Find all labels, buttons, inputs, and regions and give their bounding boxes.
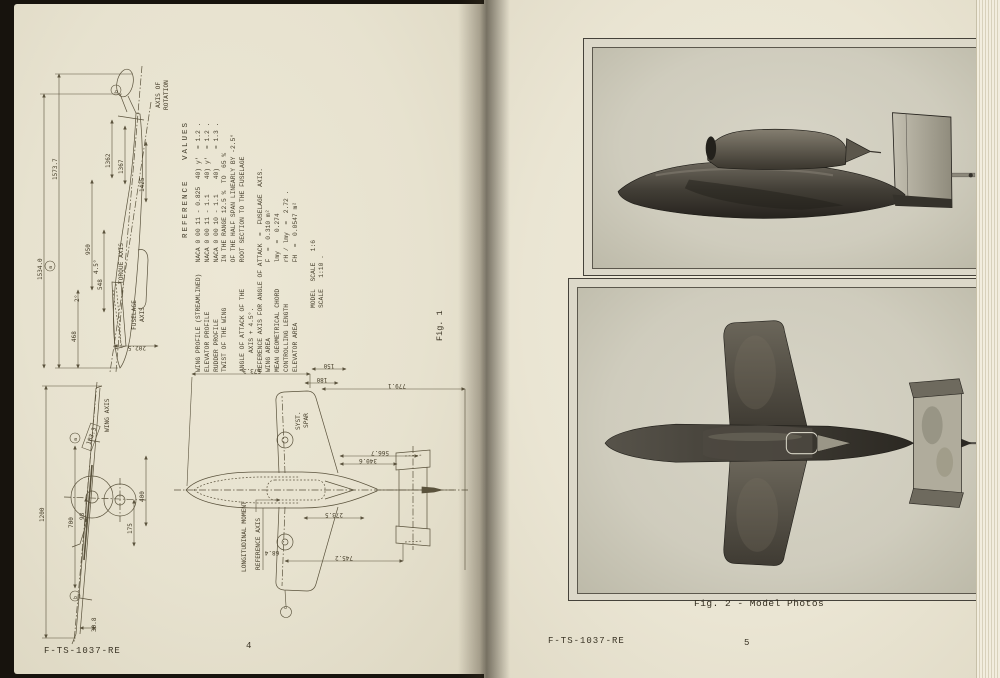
dim-98: 98 (79, 512, 86, 520)
dim-180: 180 (316, 376, 328, 383)
dim-700: 700 (68, 517, 75, 528)
model-scale-line: MODEL SCALE 1:6 (309, 239, 317, 308)
dim-1425: 1425 (139, 177, 146, 192)
side-view-drawing (22, 50, 194, 380)
reference-values-line: WING AREA F = 0.310 m² (265, 209, 273, 372)
datum-letter: b (282, 606, 288, 610)
aircraft-top-silhouette (605, 321, 977, 566)
left-doc-number: F-TS-1037-RE (44, 646, 121, 656)
drawing-scale-line: SCALE 1:10 . (318, 255, 326, 308)
right-page-number: 5 (744, 638, 751, 648)
reference-values-line: TWIST OF THE WING IN THE RANGE 12.5 % TO 65 % (221, 152, 229, 372)
page-fore-edge (976, 0, 1000, 678)
reference-values-title: REFERENCE VALUES (182, 120, 190, 238)
reference-values-line: OF THE HALF SPAN LINEARLY BY -2.5° (230, 133, 238, 372)
dim-745-2: 745.2 (334, 554, 354, 561)
dim-273-5: 273.5 (324, 511, 344, 518)
front-view-drawing (22, 370, 174, 652)
datum-letter: a (73, 437, 79, 441)
fig1-label: Fig. 1 (435, 310, 445, 341)
model-photo-side-view (583, 38, 985, 276)
dim-779-1: 779.1 (387, 382, 407, 389)
dim-1200: 1200 (39, 507, 46, 522)
dim-340-6: 340.6 (358, 457, 378, 464)
wing-axis-label: WING AXIS (104, 398, 111, 432)
dim-202-5: 202.5 (127, 344, 146, 351)
dim-68-4: 68.4 (264, 549, 280, 556)
dim-175: 175 (127, 523, 134, 534)
model-top-view-image (578, 288, 977, 593)
longitudinal-moment-axis-label: REFERENCE AXIS (255, 517, 262, 570)
syst-spar-label: SPAR (303, 413, 310, 428)
dim-1367: 1367 (118, 159, 125, 174)
dim-573-3: 573.3 (242, 367, 262, 374)
datum-letter: a (48, 265, 54, 269)
dim-183-3: 183.3 (85, 426, 99, 446)
datum-letter: b (73, 595, 79, 599)
dim-1362: 1362 (105, 153, 112, 168)
reference-values-line: ELEVATOR PROFILE NACA 0 00 11 - 1.1 40) y' = 1.2 . (203, 122, 211, 372)
dim-566-7: 566.7 (370, 449, 390, 456)
right-page (484, 0, 976, 678)
torque-axis-label: TORQUE AXIS (118, 243, 125, 284)
right-doc-number: F-TS-1037-RE (548, 636, 625, 646)
dim-1573-7: 1573.7 (52, 158, 59, 180)
reference-values-line: MEAN GEOMETRICAL CHORD lmy = 0.274 (274, 213, 282, 372)
dim-950: 950 (85, 244, 92, 255)
reference-values-line: ANGLE OF ATTACK OF THE ROOT SECTION TO THE FUSELAGE (238, 156, 246, 372)
fig2-caption: Fig. 2 - Model Photos (694, 598, 825, 609)
fuselage-axis-label: FUSELAGE (131, 300, 138, 330)
book-gutter-shadow (458, 0, 510, 678)
dim-150: 150 (323, 362, 335, 369)
left-page-number: 4 (246, 641, 253, 651)
dim-468: 468 (71, 331, 78, 342)
angle-4-5: 4.5° (93, 259, 100, 274)
plan-view-dimension-lines (187, 369, 465, 618)
reference-values-line: WING PROFILE (STREAMLINED) NACA 0 00 11 - 0.825 40) y' = 1.2 . (195, 122, 202, 372)
dim-1534-0: 1534.0 (37, 258, 44, 280)
front-view-wing (72, 386, 102, 644)
reference-values-line: AXIS + 4.5°. (247, 307, 255, 372)
dim-30-8: 30.8 (91, 617, 98, 632)
plan-view-tailplane (396, 450, 454, 546)
reference-values-block (182, 32, 422, 372)
aircraft-side-silhouette (618, 113, 975, 219)
reference-values-line: ELEVATOR AREA FH = 0.0547 m² (291, 201, 299, 372)
longitudinal-moment-axis-label: LONGITUDINAL MOMENT (241, 501, 248, 572)
angle-2: 2° (74, 294, 81, 302)
reference-values-line: RUDDER PROFILE NACA 0 00 10 - 1.1 40) = 1.3 . (212, 122, 220, 372)
syst-spar-label: SYST. (295, 411, 302, 430)
dim-400: 400 (139, 491, 146, 502)
axis-of-rotation-label: ROTATION (163, 80, 170, 110)
left-page (14, 4, 484, 674)
model-photo-top-view (568, 278, 985, 601)
front-view-fuselage-sections (71, 476, 136, 547)
fuselage-axis-label: AXIS (139, 307, 146, 322)
dim-548: 548 (97, 279, 104, 290)
plan-view-drawing (172, 360, 472, 660)
axis-of-rotation-label: AXIS OF (155, 81, 162, 108)
reference-values-line: CONTROLLING LENGTH rH / lmy = 2.72 . (282, 190, 290, 372)
reference-values-line: REFERENCE AXIS FOR ANGLE OF ATTACK = FUSELAGE AXIS. (256, 167, 264, 372)
datum-letter: b (114, 89, 120, 93)
model-side-view-image (593, 48, 977, 268)
